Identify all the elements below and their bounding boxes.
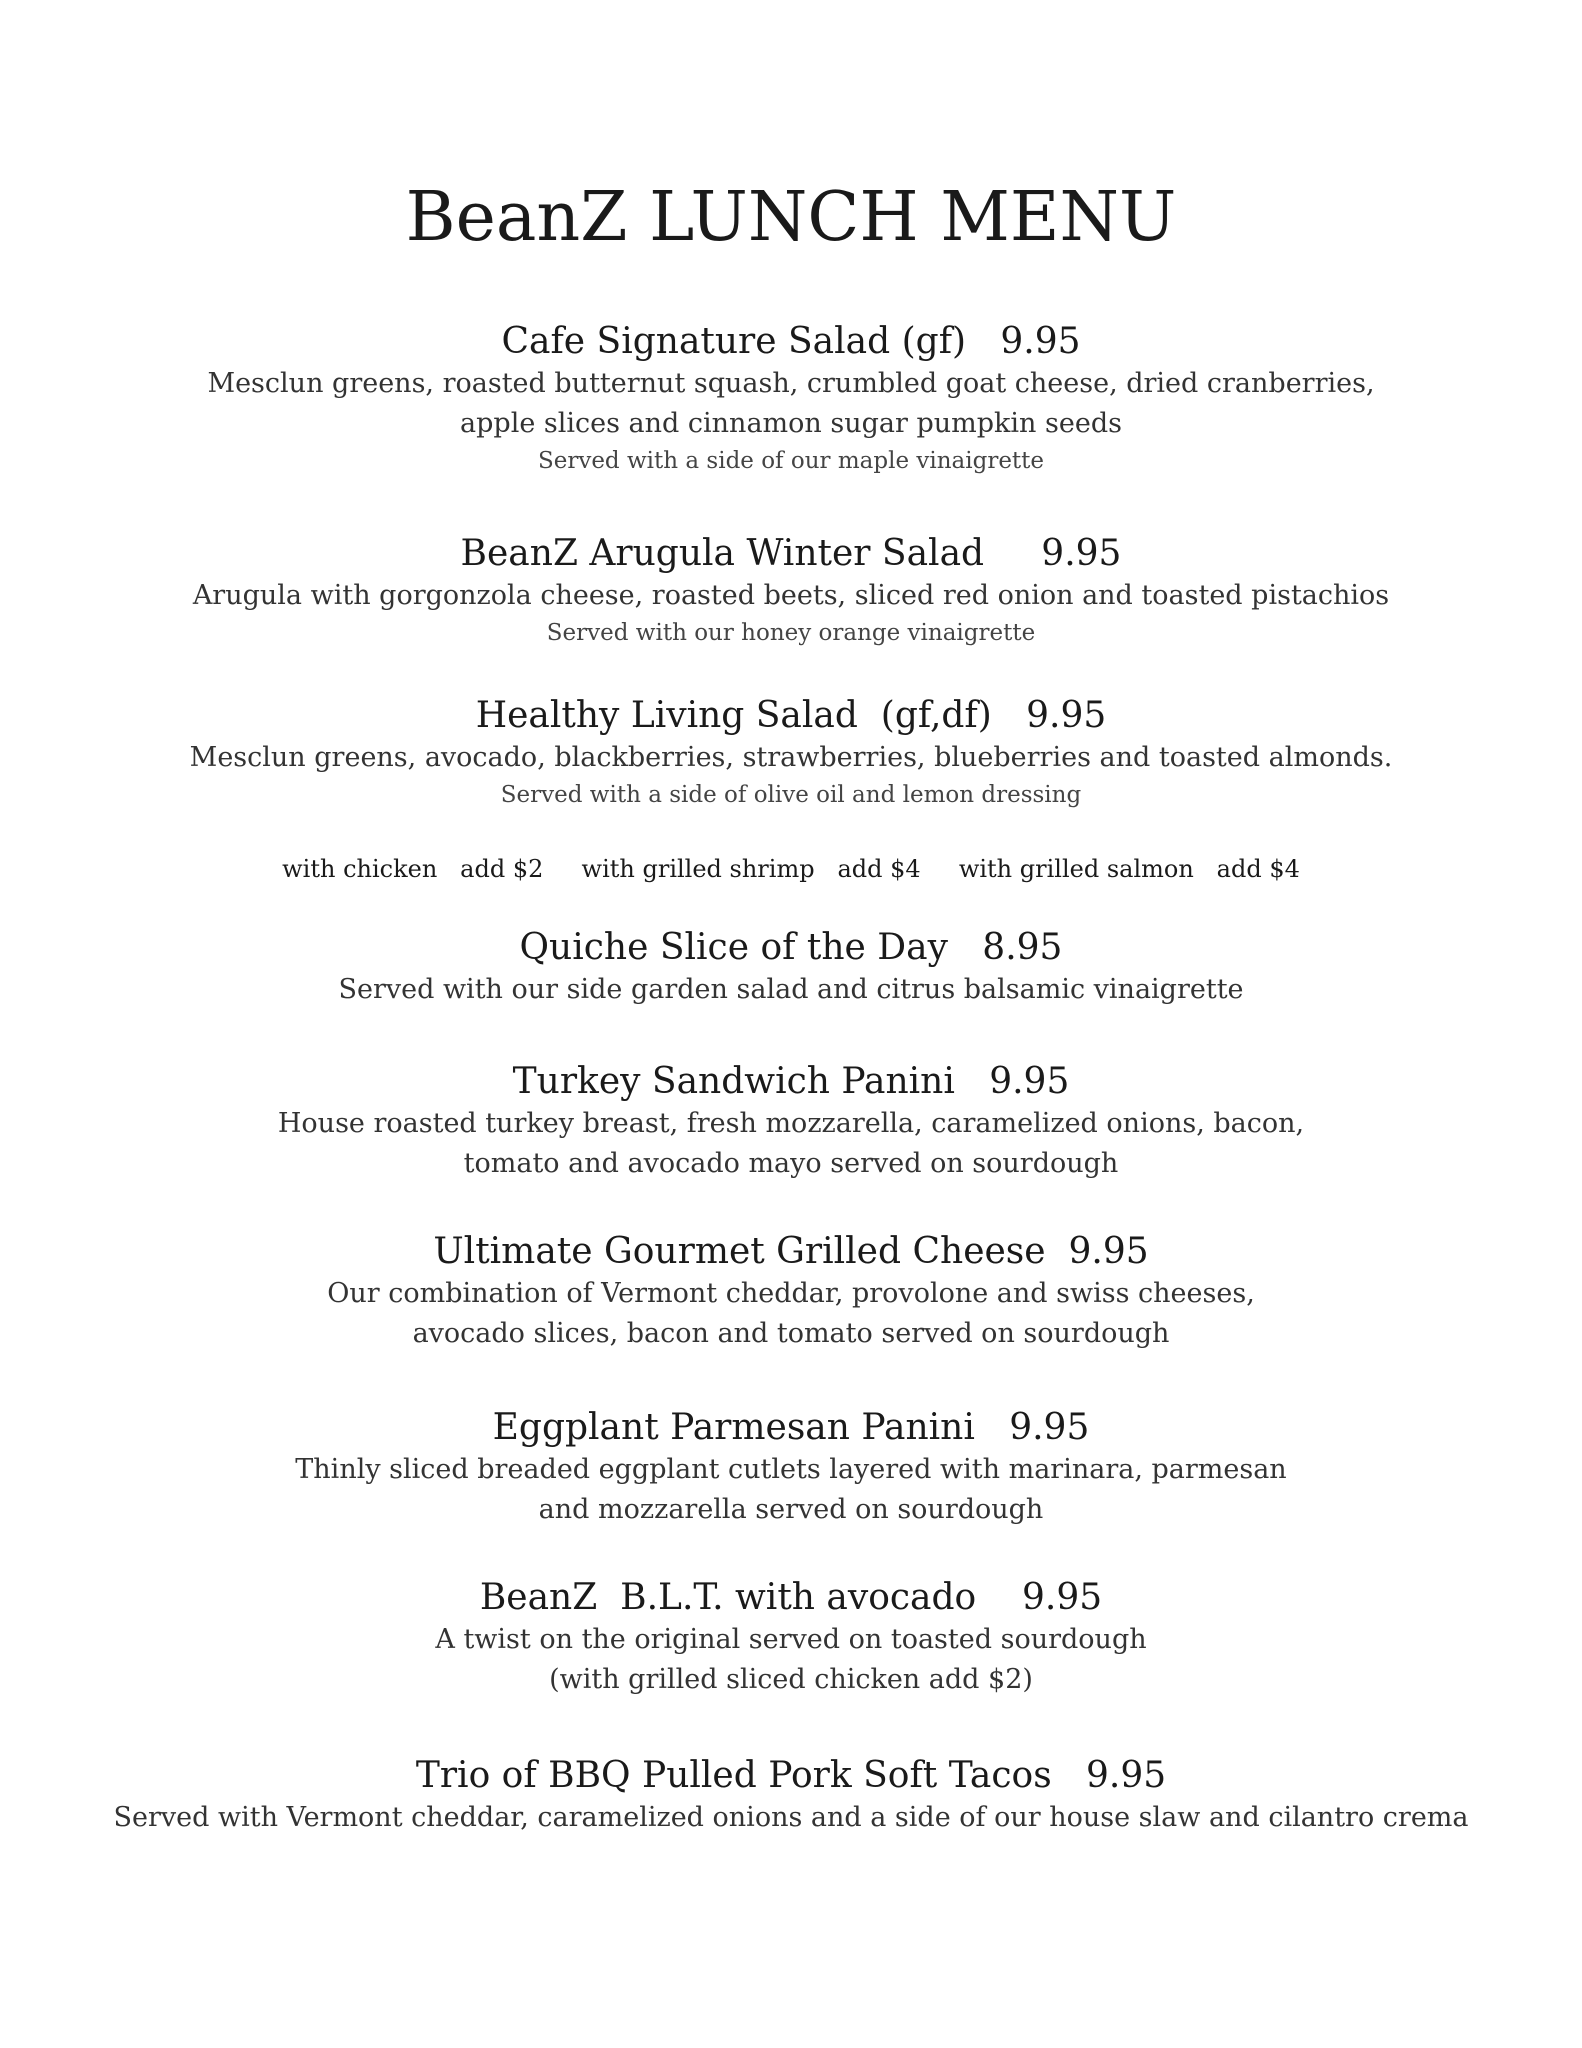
menu-item-arugula-winter-salad [0, 532, 1582, 650]
item-description-line: Mesclun greens, avocado, blackberries, strawberries, blueberries and toasted almonds. [189, 742, 1393, 773]
menu-item-grilled-cheese [0, 1230, 1582, 1354]
item-description-line: apple slices and cinnamon sugar pumpkin seeds [460, 408, 1122, 439]
menu-title: BeanZ LUNCH MENU [405, 178, 1177, 257]
item-description-line: Served with our side garden salad and citrus balsamic vinaigrette [338, 974, 1244, 1005]
item-name: Healthy Living Salad (gf,df) 9.95 [475, 695, 1107, 736]
menu-item-blt [0, 1576, 1582, 1700]
item-name: BeanZ Arugula Winter Salad 9.95 [460, 533, 1122, 574]
item-name: Trio of BBQ Pulled Pork Soft Tacos 9.95 [415, 1755, 1167, 1796]
item-description-line: Arugula with gorgonzola cheese, roasted beets, sliced red onion and toasted pistachios [192, 580, 1390, 611]
item-description-line: Thinly sliced breaded eggplant cutlets layered with marinara, parmesan [295, 1454, 1287, 1485]
item-note: Served with our honey orange vinaigrette [546, 620, 1036, 646]
item-description-line: (with grilled sliced chicken add $2) [549, 1664, 1033, 1695]
menu-item-eggplant-panini [0, 1406, 1582, 1530]
item-name: BeanZ B.L.T. with avocado 9.95 [479, 1577, 1103, 1618]
menu-item-turkey-panini [0, 1060, 1582, 1184]
item-name: Cafe Signature Salad (gf) 9.95 [501, 321, 1081, 362]
item-description-line: avocado slices, bacon and tomato served on sourdough [412, 1318, 1170, 1349]
menu-item-bbq-tacos [0, 1754, 1582, 1838]
menu-item-healthy-living-salad [0, 694, 1582, 812]
item-name: Turkey Sandwich Panini 9.95 [512, 1061, 1070, 1102]
item-description-line: Mesclun greens, roasted butternut squash, crumbled goat cheese, dried cranberries, [207, 368, 1375, 399]
item-description-line: tomato and avocado mayo served on sourdough [463, 1148, 1119, 1179]
item-note: Served with a side of olive oil and lemon dressing [500, 782, 1082, 808]
item-description-line: Served with Vermont cheddar, caramelized onions and a side of our house slaw and cilantro crema [113, 1802, 1469, 1833]
menu-item-cafe-signature-salad [0, 320, 1582, 478]
item-name: Ultimate Gourmet Grilled Cheese 9.95 [433, 1231, 1149, 1272]
item-description-line: A twist on the original served on toasted sourdough [435, 1624, 1147, 1655]
salad-addons: with chicken add $2 with grilled shrimp add $4 with grilled salmon add $4 [282, 855, 1300, 883]
item-name: Quiche Slice of the Day 8.95 [519, 927, 1063, 968]
menu-item-quiche [0, 926, 1582, 1010]
item-description-line: House roasted turkey breast, fresh mozzarella, caramelized onions, bacon, [277, 1108, 1305, 1139]
item-note: Served with a side of our maple vinaigrette [537, 448, 1045, 474]
item-description-line: Our combination of Vermont cheddar, provolone and swiss cheeses, [327, 1278, 1255, 1309]
item-description-line: and mozzarella served on sourdough [538, 1494, 1044, 1525]
item-name: Eggplant Parmesan Panini 9.95 [492, 1407, 1090, 1448]
